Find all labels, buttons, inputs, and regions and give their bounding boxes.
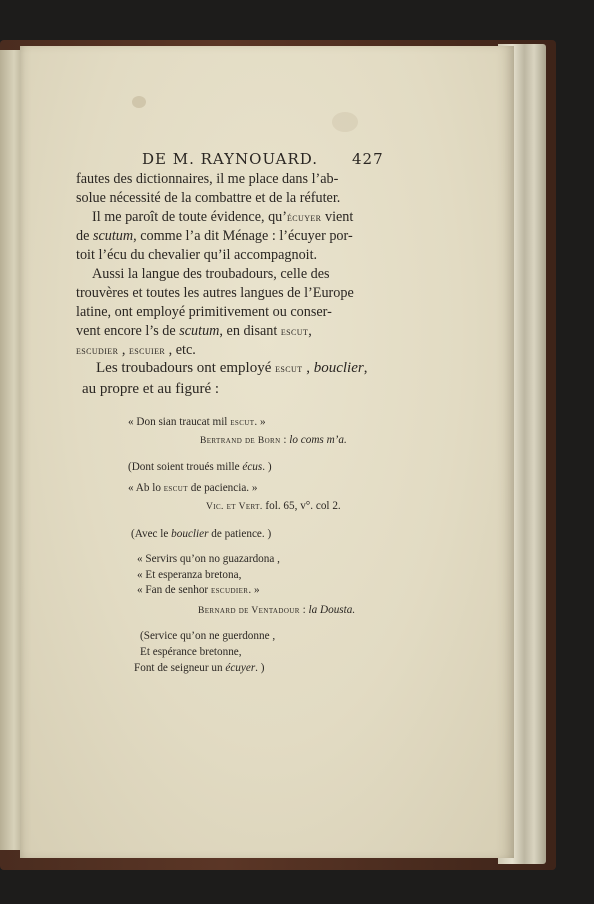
text-run: de paciencia. » xyxy=(187,482,258,494)
quote-line xyxy=(128,480,258,497)
text-run: (Avec le xyxy=(131,528,172,540)
paragraph-line xyxy=(76,322,380,341)
small-caps-term: escut xyxy=(230,418,255,428)
quote-line xyxy=(137,582,260,599)
text-run: « Ab lo xyxy=(128,482,164,494)
quote-line xyxy=(128,414,266,431)
italic-term: bouclier xyxy=(313,360,364,376)
small-caps-term: escuier xyxy=(128,343,166,357)
section-intro xyxy=(82,358,392,400)
text-run: de xyxy=(76,228,93,244)
translation-line xyxy=(140,628,275,644)
text-run: . ) xyxy=(255,662,265,674)
text-run: : xyxy=(299,604,309,616)
paragraph-line xyxy=(76,227,380,246)
paragraph-line xyxy=(82,358,392,379)
text-run: , xyxy=(118,342,129,358)
text-run: (Dont soient troués mille xyxy=(128,461,243,473)
text-run: . ) xyxy=(262,461,272,473)
text-line: toit l’écu du chevalier qu’il accompagnoit. xyxy=(76,247,318,263)
paragraph-line xyxy=(76,303,380,322)
text-run: « Don sian traucat mil xyxy=(128,416,231,428)
quote-line xyxy=(137,551,280,567)
text-line: Aussi la langue des troubadours, celle des xyxy=(92,266,330,282)
quote-source xyxy=(206,498,341,515)
text-run: , en disant xyxy=(219,323,281,339)
text-line: latine, ont employé primitivement ou conser- xyxy=(76,304,332,320)
small-caps-term: écuyer xyxy=(287,210,322,224)
paper-stain xyxy=(332,112,358,132)
text-run: , comme l’a dit Ménage : l’écuyer por- xyxy=(133,228,353,244)
text-run: vient xyxy=(321,209,354,225)
left-page-edge xyxy=(0,50,20,850)
paragraph-line xyxy=(76,284,380,303)
text-line: solue nécessité de la combattre et de la réfuter. xyxy=(76,190,341,206)
text-run: : xyxy=(280,434,290,446)
small-caps-term: escut xyxy=(163,484,188,494)
text-run: , xyxy=(363,360,368,376)
italic-term: écus xyxy=(242,461,263,473)
text-run: . » xyxy=(248,584,260,596)
source-work: la Dousta. xyxy=(308,604,356,616)
source-work: lo coms m’a. xyxy=(289,434,347,446)
paragraph-line xyxy=(76,208,380,227)
running-head-title: DE M. RAYNOUARD. xyxy=(142,150,319,168)
text-line: fautes des dictionnaires, il me place dans l’ab- xyxy=(76,171,339,187)
paragraph-line xyxy=(76,246,380,265)
text-run: , xyxy=(308,323,312,339)
text-run: de patience. ) xyxy=(208,528,272,540)
small-caps-term: escudier xyxy=(210,586,249,596)
source-author: Bertrand de Born xyxy=(200,436,281,446)
source-reference: fol. 65, v°. col 2. xyxy=(262,500,341,512)
text-run: Il me paroît de toute évidence, qu’ xyxy=(92,209,288,225)
text-run: . » xyxy=(254,416,266,428)
verse-line: Et espérance bretonne, xyxy=(140,646,242,658)
paragraph-line xyxy=(76,170,380,189)
text-run: Les troubadours ont employé xyxy=(96,360,276,376)
text-run: , xyxy=(302,360,314,376)
text-run: Font de seigneur un xyxy=(134,662,226,674)
verse-line: « Et esperanza bretona, xyxy=(137,569,242,581)
text-run: « Fan de senhor xyxy=(137,584,211,596)
paragraph-line xyxy=(76,189,380,208)
small-caps-term: escut xyxy=(280,324,309,338)
verse-line: (Service qu’on ne guerdonne , xyxy=(140,630,276,642)
small-caps-term: escut xyxy=(275,361,303,375)
italic-term: scutum xyxy=(179,323,220,339)
paragraph-line xyxy=(76,265,380,284)
source-author: Vic. et Vert. xyxy=(206,502,263,512)
book-page xyxy=(20,46,514,858)
text-run: vent encore l’s de xyxy=(76,323,180,339)
text-line: trouvères et toutes les autres langues de l’Europe xyxy=(76,285,354,301)
page-number: 427 xyxy=(352,150,384,168)
small-caps-term: escudier xyxy=(76,343,119,357)
translation-line xyxy=(128,459,272,475)
body-text xyxy=(76,170,380,360)
text-line: au propre et au figuré : xyxy=(82,381,220,397)
italic-term: bouclier xyxy=(171,528,209,540)
verse-line: « Servirs qu’on no guazardona , xyxy=(137,553,280,565)
paragraph-line xyxy=(82,379,392,400)
translation-line xyxy=(131,526,271,542)
italic-term: écuyer xyxy=(225,662,256,674)
source-author: Bernard de Ventadour xyxy=(198,606,300,616)
translation-line xyxy=(140,644,242,660)
text-run: , etc. xyxy=(165,342,196,358)
quote-source xyxy=(200,432,347,449)
translation-line xyxy=(134,660,265,676)
paper-stain xyxy=(132,96,146,108)
quote-line xyxy=(137,567,241,583)
quote-source xyxy=(198,602,355,619)
italic-term: scutum xyxy=(92,228,134,244)
